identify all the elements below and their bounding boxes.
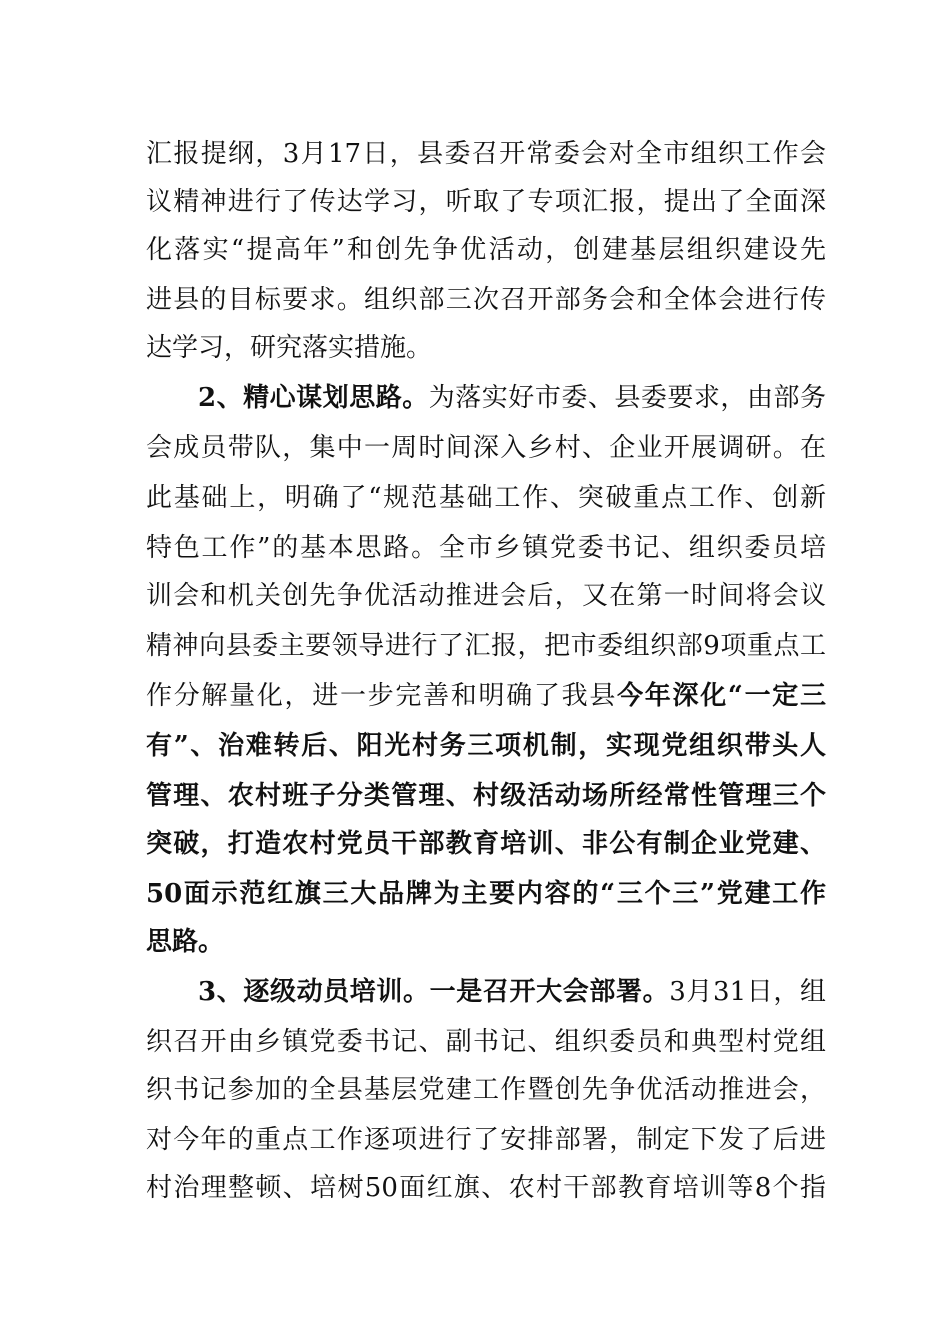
section-heading-2: 2、精心谋划思路。 xyxy=(198,383,429,413)
paragraph-2-line-4: 特色工作”的基本思路。全市乡镇党委书记、组织委员培 xyxy=(146,533,826,563)
paragraph-2-line-6: 精神向县委主要领导进行了汇报，把市委组织部9项重点工 xyxy=(146,631,826,661)
paragraph-2-line-2: 会成员带队，集中一周时间深入乡村、企业开展调研。在 xyxy=(146,433,826,463)
paragraph-2-line-3: 此基础上，明确了“规范基础工作、突破重点工作、创新 xyxy=(146,483,826,513)
paragraph-2-line-12: 思路。 xyxy=(146,927,225,957)
paragraph-2-line-9: 管理、农村班子分类管理、村级活动场所经常性管理三个 xyxy=(146,781,826,811)
paragraph-2-line-11: 50面示范红旗三大品牌为主要内容的“三个三”党建工作 xyxy=(146,879,826,909)
paragraph-2-heading-line: 2、精心谋划思路。为落实好市委、县委要求，由部务 xyxy=(198,383,826,413)
paragraph-1-line-5: 达学习，研究落实措施。 xyxy=(146,333,433,363)
paragraph-3-line-3: 织书记参加的全县基层党建工作暨创先争优活动推进会， xyxy=(146,1075,826,1105)
paragraph-2-line-10: 突破，打造农村党员干部教育培训、非公有制企业党建、 xyxy=(146,829,826,859)
paragraph-2-line-8: 有”、治难转后、阳光村务三项机制，实现党组织带头人 xyxy=(146,731,826,761)
paragraph-1-line-4: 进县的目标要求。组织部三次召开部务会和全体会进行传 xyxy=(146,285,826,315)
paragraph-2-line-7: 作分解量化，进一步完善和明确了我县今年深化“一定三 xyxy=(146,681,826,711)
paragraph-2-line-5: 训会和机关创先争优活动推进会后，又在第一时间将会议 xyxy=(146,581,826,611)
paragraph-3-line-5: 村治理整顿、培树50面红旗、农村干部教育培训等8个指 xyxy=(146,1173,826,1203)
paragraph-1-line-3: 化落实“提高年”和创先争优活动，创建基层组织建设先 xyxy=(146,235,826,265)
section-heading-3: 3、逐级动员培训。一是召开大会部署。 xyxy=(198,977,670,1007)
paragraph-3-heading-line: 3、逐级动员培训。一是召开大会部署。3月31日，组 xyxy=(198,977,826,1007)
paragraph-1-line-1: 汇报提纲，3月17日，县委召开常委会对全市组织工作会 xyxy=(146,139,826,169)
paragraph-3-line-2: 织召开由乡镇党委书记、副书记、组织委员和典型村党组 xyxy=(146,1027,826,1057)
paragraph-1-line-2: 议精神进行了传达学习，听取了专项汇报，提出了全面深 xyxy=(146,187,826,217)
paragraph-3-line-4: 对今年的重点工作逐项进行了安排部署，制定下发了后进 xyxy=(146,1125,826,1155)
